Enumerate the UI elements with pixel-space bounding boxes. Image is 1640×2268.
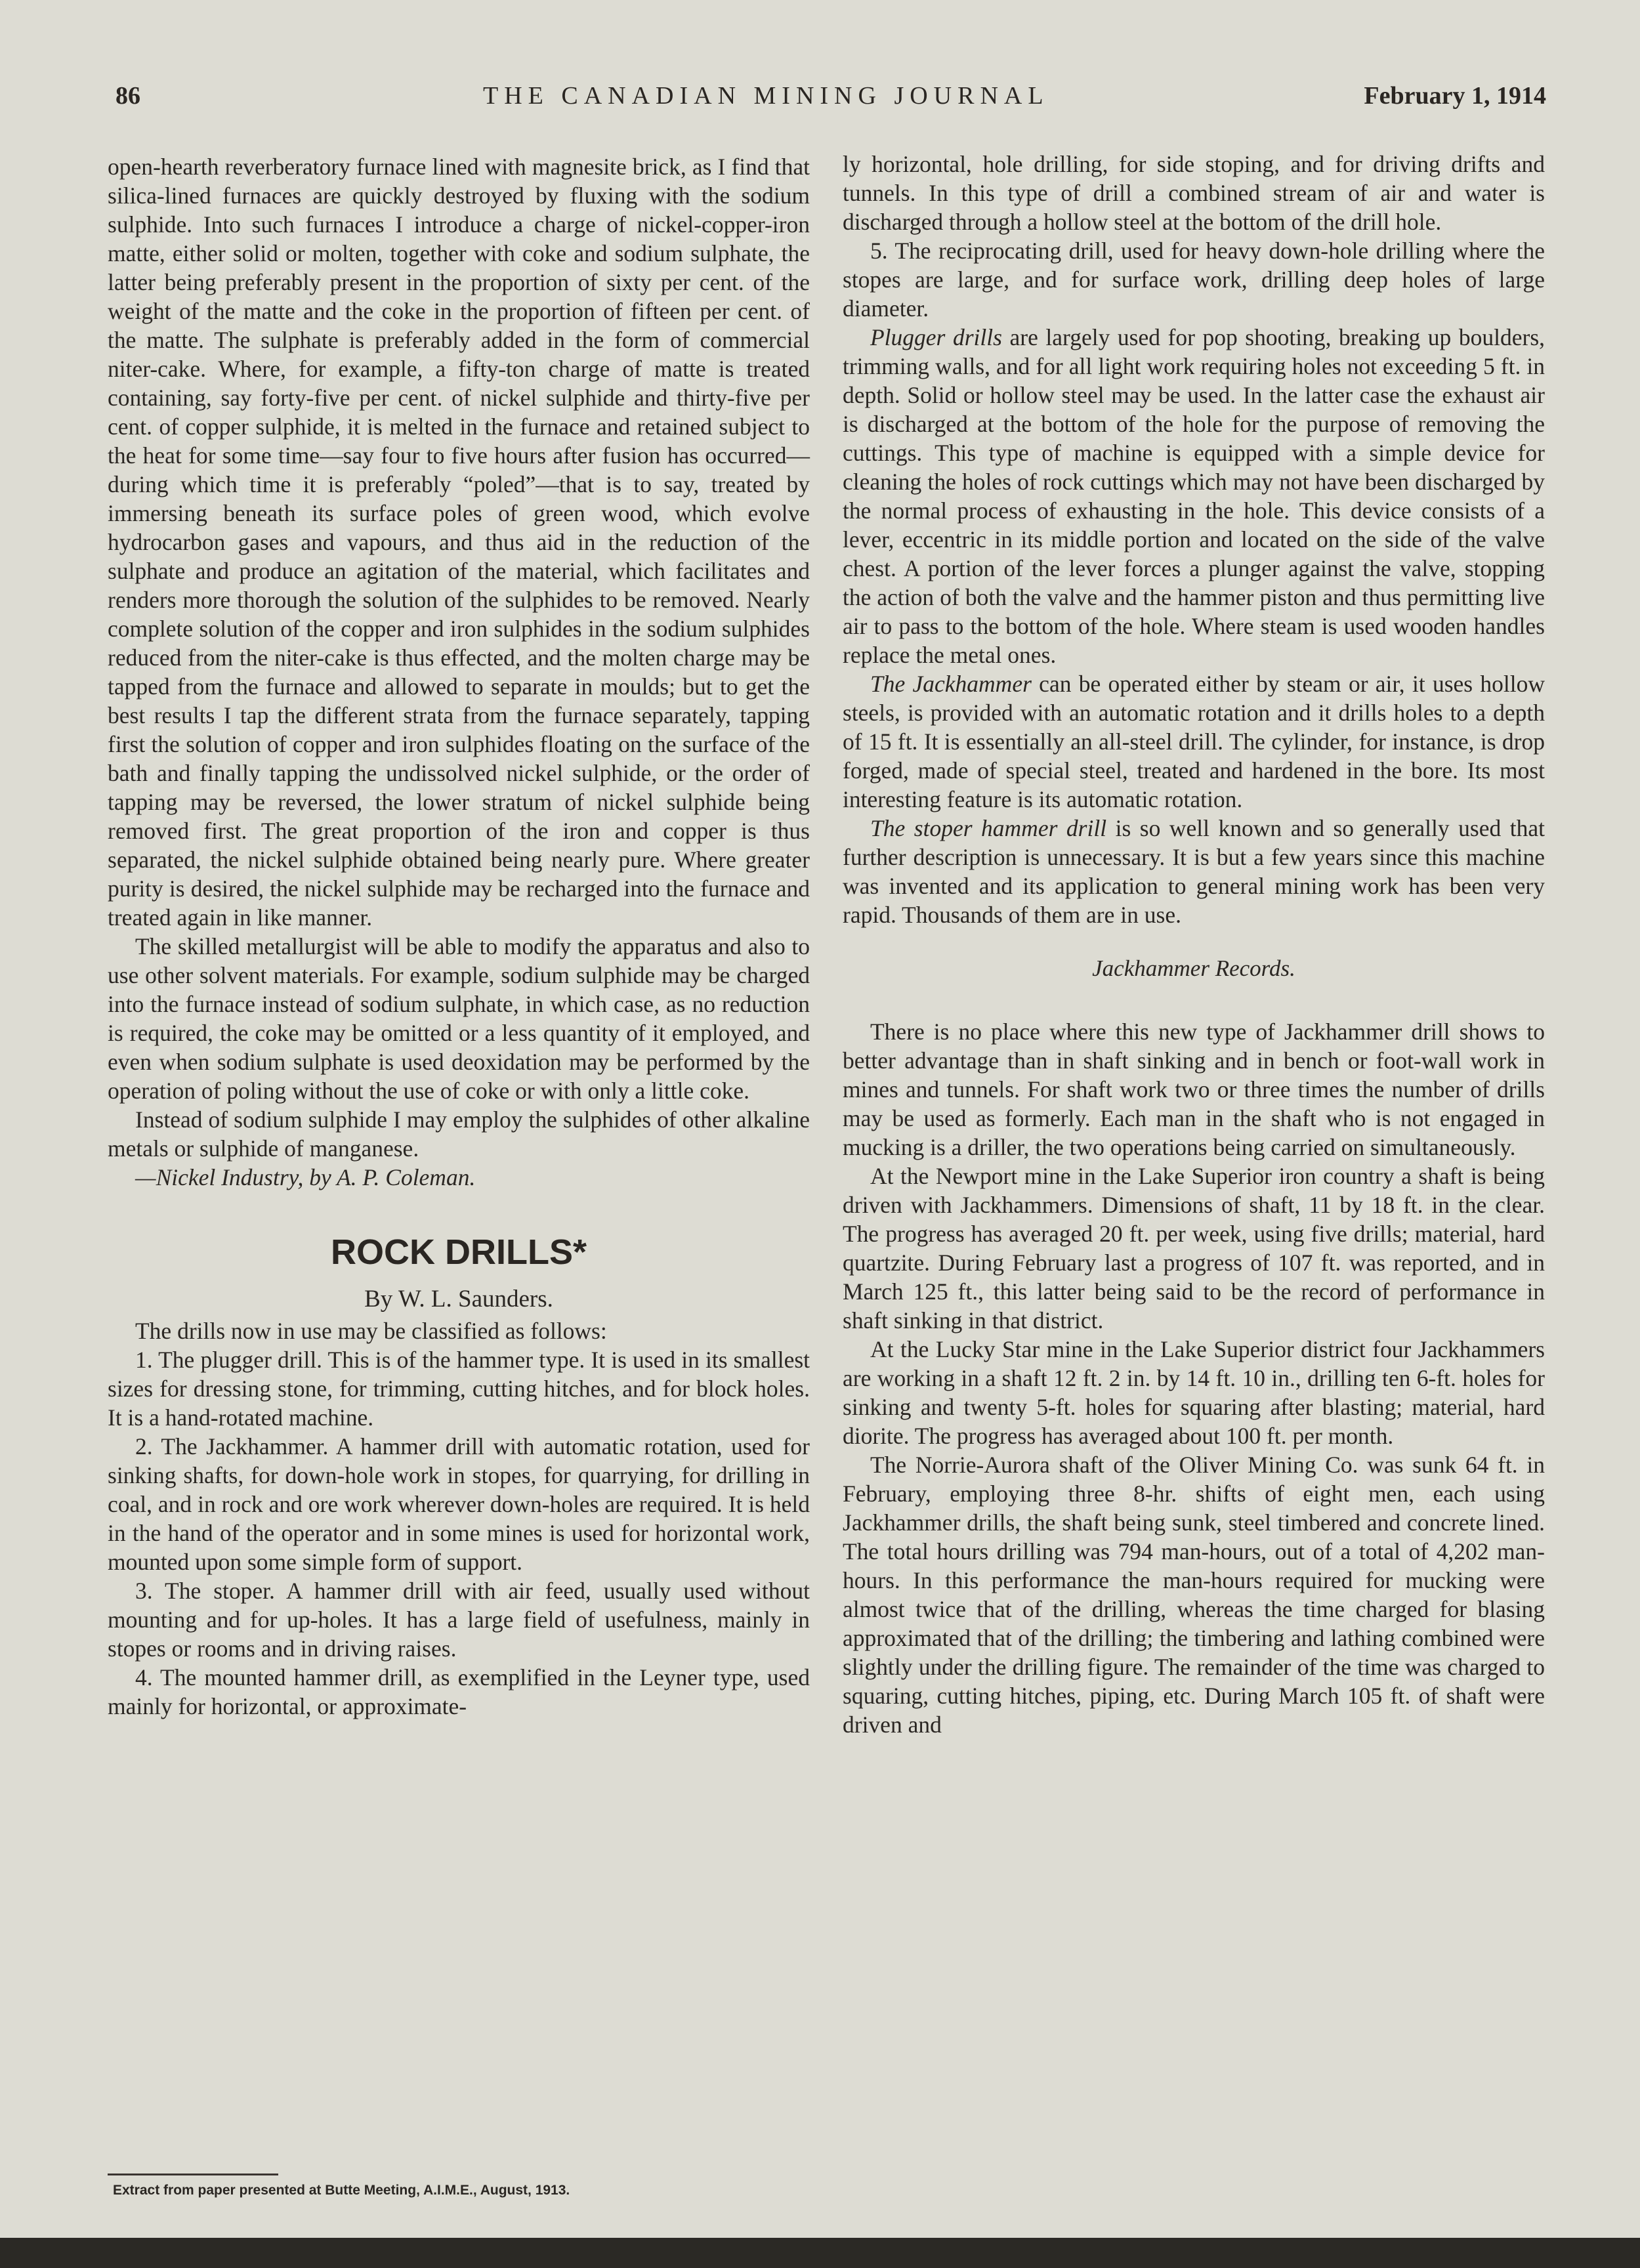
journal-title: THE CANADIAN MINING JOURNAL <box>483 82 1049 110</box>
list-item: 3. The stoper. A hammer drill with air feed, usually used without mounting and for up-holes. It has a large field of usefulness, mainly in stopes or rooms and in driving raises. <box>108 1578 810 1662</box>
section-subheading: Jackhammer Records. <box>1092 956 1295 981</box>
paragraph <box>843 323 1545 669</box>
list-item: 4. The mounted hammer drill, as exemplified in the Leyner type, used mainly for horizontal, or approximate- <box>108 1664 810 1719</box>
paragraph: The Norrie-Aurora shaft of the Oliver Mining Co. was sunk 64 ft. in February, employing three 8-hr. shifts of eight men, each using Jackhammer drills, the shaft being sunk, steel timbered and concrete lined. The total hours drilling was 794 man-hours, out of a total of 4,202 man-hours. In this performance the man-hours required for mucking were almost twice that of the drilling, whereas the time charged for blasing approximated that of the drilling; the timbering and lathing combined were slightly under the drilling figure. The remainder of the time was charged to squaring, cutting hitches, piping, etc. During March 105 ft. of shaft were driven and <box>843 1452 1545 1738</box>
list-item: 5. The reciprocating drill, used for heavy down-hole drilling where the stopes are large, and for surface work, drilling deep holes of large diameter. <box>843 238 1545 322</box>
continuation-paragraph: ly horizontal, hole drilling, for side stoping, and for driving drifts and tunnels. In this type of drill a combined stream of air and water is discharged through a hollow steel at the bottom of the drill hole. <box>843 151 1545 235</box>
paragraph: There is no place where this new type of Jackhammer drill shows to better advantage than in shaft sinking and in bench or foot-wall work in mines and tunnels. For shaft work two or three times the number of drills may be used as formerly. Each man in the shaft who is not engaged in mucking is a driller, the two operations being carried on simultaneously. <box>843 1018 1545 1160</box>
scan-edge <box>0 2238 1640 2268</box>
term: The Jackhammer <box>870 671 1032 697</box>
list-item: 2. The Jackhammer. A hammer drill with automatic rotation, used for sinking shafts, for down-hole work in stopes, for quarrying, for drilling in coal, and in rock and ore work wherever down-holes are required. It is held in the hand of the operator and in some mines is used for horizontal work, mounted upon some simple form of support. <box>108 1433 810 1575</box>
term: Plugger drills <box>870 324 1002 350</box>
page-number: 86 <box>116 82 140 110</box>
footnote: Extract from paper presented at Butte Meeting, A.I.M.E., August, 1913. <box>113 2183 570 2198</box>
paragraph <box>843 814 1545 929</box>
paragraph <box>843 669 1545 814</box>
right-column <box>843 150 1545 1739</box>
continuation-paragraph: open-hearth reverberatory furnace lined with magnesite brick, as I find that silica-lined furnaces are quickly destroyed by fluxing with the sodium sulphide. Into such furnaces I introduce a charge of nickel-copper-iron matte, either solid or molten, together with coke and sodium sulphate, the latter being preferably present in the proportion of sixty per cent. of the weight of the matte and the coke in the proportion of fifteen per cent. of the matte. The sulphate is preferably added in the form of commercial niter-cake. Where, for example, a fifty-ton charge of matte is treated containing, say forty-five per cent. of nickel sulphide and thirty-five per cent. of copper sulphide, it is melted in the furnace and retained subject to the heat for some time—say four to five hours after fusion has occurred—during which time it is preferably “poled”—that is to say, treated by immersing beneath its surface poles of green wood, which evolve hydrocarbon gases and vapours, and thus aid in the reduction of the sulphate and produce an agitation of the material, which facilitates and renders more thorough the solution of the sulphides to be removed. Nearly complete solution of the copper and iron sulphides in the sodium sulphides reduced from the niter-cake is thus effected, and the molten charge may be tapped from the furnace and allowed to separate in moulds; but to get the best results I tap the different strata from the furnace separately, tapping first the solution of copper and iron sulphides floating on the surface of the bath and finally tapping the undissolved nickel sulphide, or the order of tapping may be reversed, the lower stratum of nickel sulphide being removed first. The great proportion of the iron and copper is thus separated, the nickel sulphide obtained being nearly pure. Where greater purity is desired, the nickel sulphide may be recharged into the furnace and treated again in like manner. <box>108 154 810 931</box>
left-column <box>108 152 810 1721</box>
issue-date: February 1, 1914 <box>1364 82 1546 110</box>
source-credit: —Nickel Industry, by A. P. Coleman. <box>135 1164 476 1190</box>
paragraph: The skilled metallurgist will be able to modify the apparatus and also to use other solvent materials. For example, sodium sulphide may be charged into the furnace instead of sodium sulphate, in which case, as no reduction is required, the coke may be omitted or a less quantity of it employed, and even when sodium sulphate is used deoxidation may be performed by the operation of poling without the use of coke or with only a little coke. <box>108 933 810 1104</box>
page-header <box>116 77 1546 117</box>
footnote-rule <box>108 2174 278 2175</box>
term: The stoper hammer drill <box>870 815 1107 841</box>
article-byline: By W. L. Saunders. <box>364 1286 553 1312</box>
list-item: 1. The plugger drill. This is of the hammer type. It is used in its smallest sizes for dressing stone, for trimming, cutting hitches, and for block holes. It is a hand-rotated machine. <box>108 1347 810 1431</box>
article-title: ROCK DRILLS* <box>331 1232 587 1272</box>
paragraph: The drills now in use may be classified as follows: <box>135 1318 607 1344</box>
paragraph-text: are largely used for pop shooting, breaking up boulders, trimming walls, and for all light work requiring holes not exceeding 5 ft. in depth. Solid or hollow steel may be used. In the latter case the exhaust air is discharged at the bottom of the hole for the purpose of removing the cuttings. This type of machine is equipped with a simple device for cleaning the holes of rock cuttings which may not have been discharged by the normal process of exhausting in the hole. This device consists of a lever, eccentric in its middle portion and located on the side of the valve chest. A portion of the lever forces a plunger against the valve, stopping the action of both the valve and the hammer piston and thus permitting live air to pass to the bottom of the hole. Where steam is used wooden handles replace the metal ones. <box>843 324 1545 668</box>
paragraph: At the Lucky Star mine in the Lake Superior district four Jackhammers are working in a shaft 12 ft. 2 in. by 14 ft. 10 in., drilling ten 6-ft. holes for sinking and twenty 5-ft. holes for squaring after blasting; material, hard diorite. The progress has averaged about 100 ft. per month. <box>843 1336 1545 1449</box>
paragraph: Instead of sodium sulphide I may employ the sulphides of other alkaline metals or sulphide of manganese. <box>108 1106 810 1162</box>
paragraph: At the Newport mine in the Lake Superior iron country a shaft is being driven with Jackhammers. Dimensions of shaft, 11 by 18 ft. in the clear. The progress has averaged 20 ft. per week, using five drills; material, hard quartzite. During February last a progress of 107 ft. was reported, and in March 125 ft., this latter being said to be the record of performance in shaft sinking in that district. <box>843 1163 1545 1334</box>
paragraph-text: is so well known and so generally used that further description is unnecessary. It is but a few years since this machine was invented and its application to general mining work has been very rapid. Thousands of them are in use. <box>843 815 1545 928</box>
paragraph-text: can be operated either by steam or air, it uses hollow steels, is provided with an automatic rotation and it drills holes to a depth of 15 ft. It is essentially an all-steel drill. The cylinder, for instance, is drop forged, made of special steel, treated and hardened in the bore. Its most interesting feature is its automatic rotation. <box>843 671 1545 812</box>
